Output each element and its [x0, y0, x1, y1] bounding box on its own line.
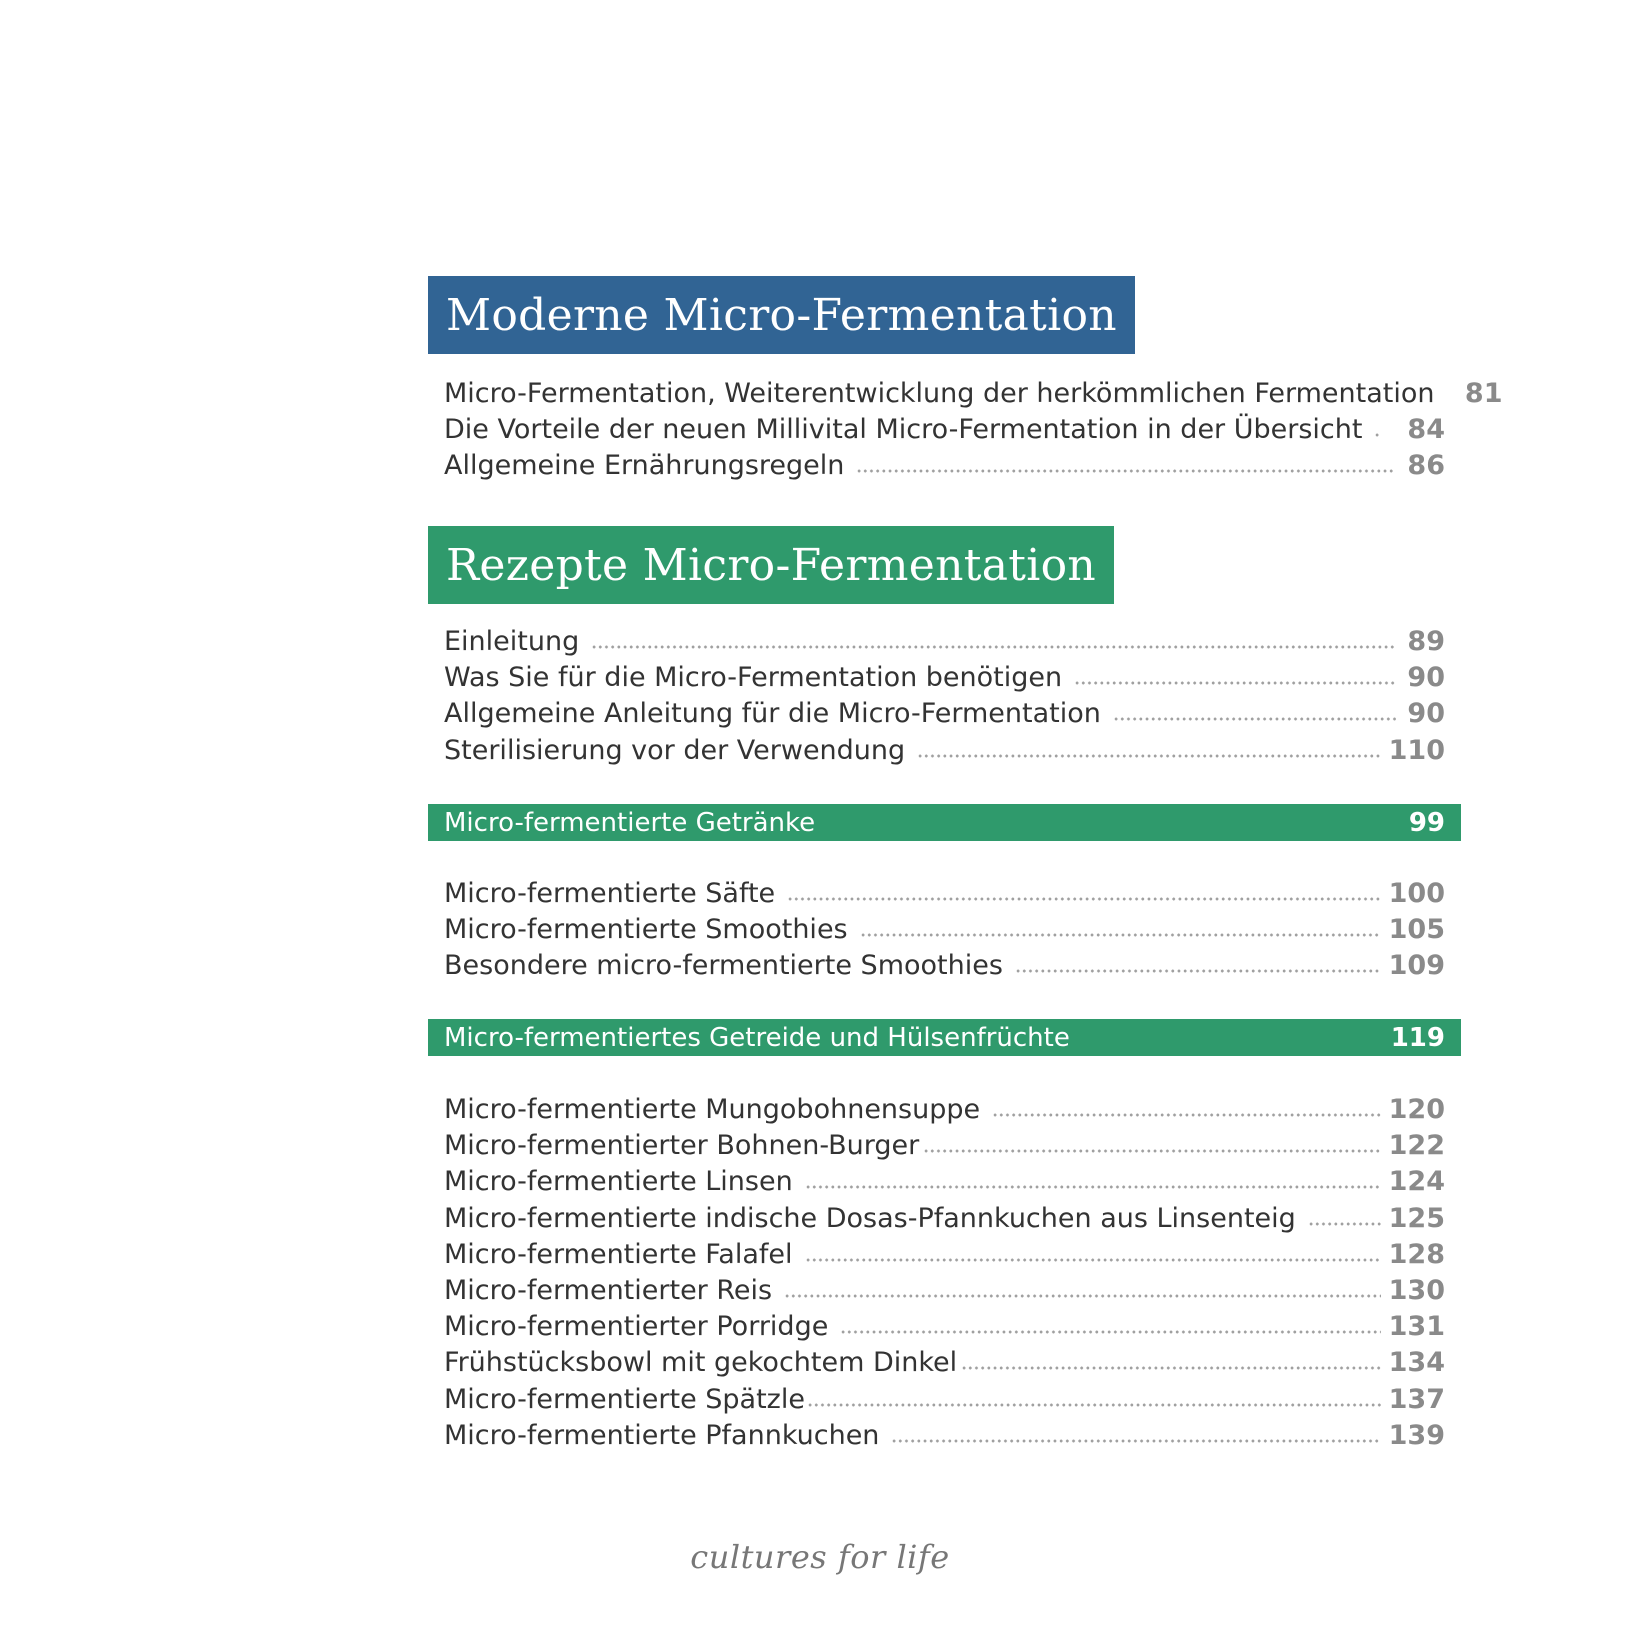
dot-leader [917, 754, 1380, 758]
dot-leader [1074, 681, 1396, 685]
dot-leader [961, 1366, 1380, 1370]
toc-entry-page: 90 [1407, 698, 1445, 730]
dot-leader [860, 933, 1381, 937]
toc-entry-page: 100 [1388, 878, 1445, 910]
toc-entry[interactable] [444, 733, 1445, 769]
toc-entry-title: Micro-fermentierte Säfte [444, 878, 776, 910]
toc-entry-page: 105 [1388, 914, 1445, 946]
toc-entry-title: Micro-fermentierter Bohnen-Burger [444, 1130, 920, 1162]
chapter-2-entries [444, 624, 1445, 769]
dot-leader [1015, 969, 1381, 973]
toc-entry[interactable] [444, 1128, 1445, 1164]
section-getraenke-entries [444, 876, 1445, 985]
toc-entry-title: Micro-fermentierter Porridge [444, 1311, 829, 1343]
dot-leader [591, 645, 1396, 649]
dot-leader [840, 1330, 1380, 1334]
toc-entry-page: 120 [1388, 1094, 1445, 1126]
toc-entry-title: Micro-fermentierte Smoothies [444, 914, 848, 946]
brand-text: cultures for life [690, 1538, 950, 1576]
chapter-title: Rezepte Micro-Fermentation [446, 539, 1097, 591]
brand-logo [0, 1538, 1640, 1576]
dot-leader [856, 469, 1393, 473]
dot-leader [805, 1258, 1381, 1262]
section-heading-getreide[interactable] [428, 1019, 1461, 1056]
toc-entry[interactable] [444, 1345, 1445, 1381]
toc-entry-title: Micro-Fermentation, Weiterentwicklung der herkömmlichen Fermentation [444, 378, 1435, 410]
toc-entry-page: 125 [1388, 1202, 1445, 1234]
toc-entry[interactable] [444, 624, 1445, 660]
toc-entry-page: 89 [1407, 626, 1445, 658]
toc-entry-title: Besondere micro-fermentierte Smoothies [444, 950, 1003, 982]
chapter-heading-rezepte [428, 526, 1114, 604]
toc-entry-page: 131 [1388, 1311, 1445, 1343]
toc-entry-page: 81 [1464, 378, 1503, 410]
section-title: Micro-fermentierte Getränke [444, 807, 816, 838]
toc-entry[interactable] [444, 448, 1445, 484]
toc-entry[interactable] [444, 696, 1445, 732]
dot-leader [784, 1294, 1381, 1298]
dot-leader [1113, 717, 1396, 721]
toc-entry[interactable] [444, 1201, 1445, 1237]
toc-entry[interactable] [444, 1418, 1445, 1454]
chapter-title: Moderne Micro-Fermentation [446, 289, 1117, 341]
toc-entry[interactable] [444, 1309, 1445, 1345]
toc-entry[interactable] [444, 1092, 1445, 1128]
toc-entry-title: Micro-fermentierte Falafel [444, 1238, 793, 1270]
toc-entry[interactable] [444, 876, 1445, 912]
toc-entry-title: Sterilisierung vor der Verwendung [444, 734, 906, 766]
section-heading-getraenke[interactable] [428, 804, 1461, 841]
chapter-1-entries [444, 376, 1503, 485]
toc-entry[interactable] [444, 660, 1445, 696]
dot-leader [805, 1185, 1381, 1189]
toc-entry-page: 139 [1388, 1419, 1445, 1451]
toc-entry-title: Allgemeine Ernährungsregeln [444, 450, 845, 482]
toc-entry[interactable] [444, 1237, 1445, 1273]
toc-entry-title: Was Sie für die Micro-Fermentation benötigen [444, 662, 1063, 694]
toc-entry-page: 124 [1388, 1166, 1445, 1198]
toc-entry[interactable] [444, 412, 1445, 448]
toc-entry-title: Micro-fermentierte indische Dosas-Pfannkuchen aus Linsenteig [444, 1202, 1296, 1234]
toc-entry[interactable] [444, 1382, 1445, 1418]
toc-entry-title: Micro-fermentierte Pfannkuchen [444, 1419, 880, 1451]
section-title: Micro-fermentiertes Getreide und Hülsenfrüchte [444, 1022, 1070, 1053]
toc-entry[interactable] [444, 1273, 1445, 1309]
toc-entry-page: 110 [1388, 734, 1445, 766]
toc-entry-page: 128 [1388, 1238, 1445, 1270]
toc-entry-title: Frühstücksbowl mit gekochtem Dinkel [444, 1347, 958, 1379]
toc-entry-title: Die Vorteile der neuen Millivital Micro-Fermentation in der Übersicht [444, 414, 1363, 446]
chapter-heading-moderne [428, 276, 1135, 354]
toc-entry[interactable] [444, 948, 1445, 984]
toc-entry[interactable] [444, 912, 1445, 948]
toc-entry-page: 130 [1388, 1275, 1445, 1307]
toc-entry-page: 134 [1388, 1347, 1445, 1379]
toc-entry-page: 122 [1388, 1130, 1445, 1162]
dot-leader [1308, 1222, 1381, 1226]
toc-entry-title: Micro-fermentierte Spätzle [444, 1383, 805, 1415]
toc-entry-title: Micro-fermentierte Linsen [444, 1166, 793, 1198]
toc-entry[interactable] [444, 376, 1503, 412]
section-getreide-entries [444, 1092, 1445, 1454]
toc-entry-title: Micro-fermentierte Mungobohnensuppe [444, 1094, 981, 1126]
toc-entry-title: Allgemeine Anleitung für die Micro-Fermentation [444, 698, 1101, 730]
toc-entry-page: 137 [1388, 1383, 1445, 1415]
toc-entry-page: 86 [1407, 450, 1445, 482]
dot-leader [807, 1403, 1381, 1407]
toc-entry-page: 109 [1388, 950, 1445, 982]
toc-entry-title: Micro-fermentierter Reis [444, 1275, 773, 1307]
toc-entry-title: Einleitung [444, 626, 580, 658]
section-page: 119 [1390, 1022, 1445, 1053]
dot-leader [1374, 433, 1381, 437]
toc-entry-page: 84 [1407, 414, 1445, 446]
dot-leader [992, 1113, 1381, 1117]
dot-leader [787, 897, 1380, 901]
dot-leader [891, 1439, 1380, 1443]
dot-leader [923, 1149, 1380, 1153]
toc-entry[interactable] [444, 1164, 1445, 1200]
section-page: 99 [1408, 807, 1445, 838]
toc-entry-page: 90 [1407, 662, 1445, 694]
